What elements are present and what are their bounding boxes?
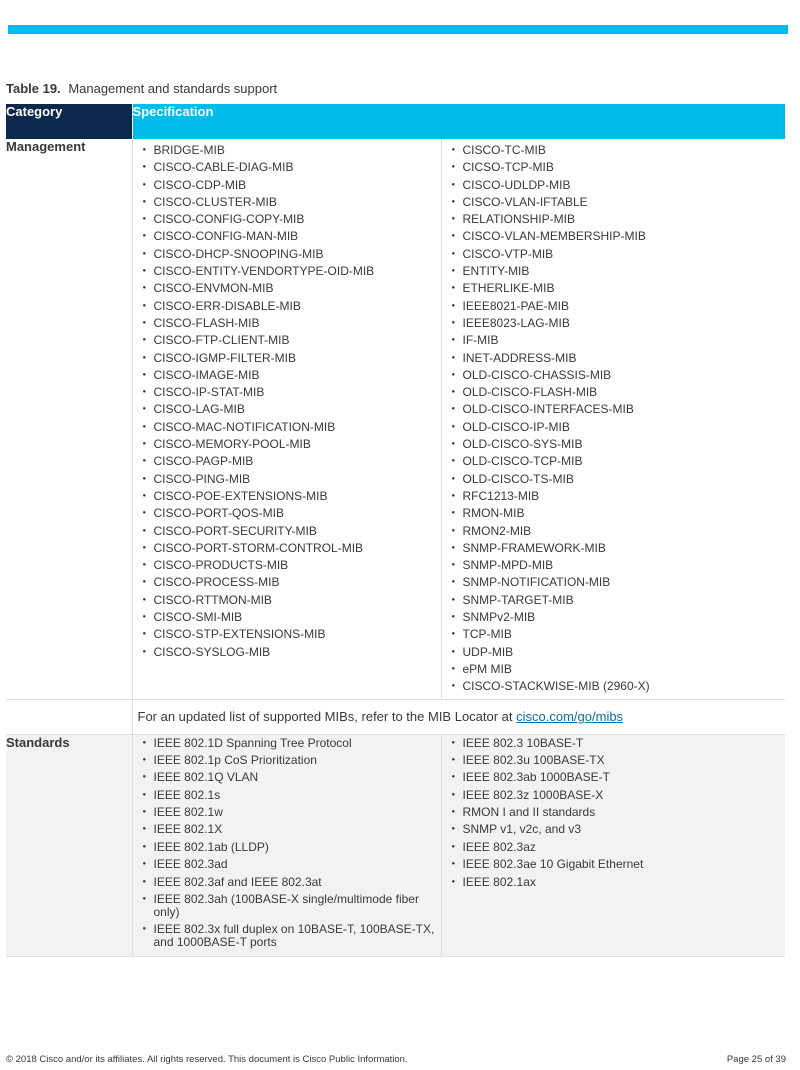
mib-list-item: ● CISCO-ENTITY-VENDORTYPE-OID-MIB <box>143 263 441 280</box>
standards-list-right <box>442 735 786 896</box>
standard-list-item: ● IEEE 802.3ah (100BASE-X single/multimode fiber only) <box>143 893 441 919</box>
mib-list-item: ● CISCO-CONFIG-MAN-MIB <box>143 228 441 245</box>
standard-list-item: ● IEEE 802.1Q VLAN <box>143 771 441 784</box>
category-standards: Standards <box>6 734 132 956</box>
mib-list-item: ● ETHERLIKE-MIB <box>452 280 786 297</box>
mib-list-item: ● CISCO-ERR-DISABLE-MIB <box>143 298 441 315</box>
mib-list-item: ● CISCO-CLUSTER-MIB <box>143 194 441 211</box>
copyright-text: © 2018 Cisco and/or its affiliates. All rights reserved. This document is Cisco Public Information. <box>6 1054 408 1065</box>
standard-list-item: ● IEEE 802.3ae 10 Gigabit Ethernet <box>452 858 786 871</box>
standard-list-item: ● IEEE 802.3af and IEEE 802.3at <box>143 876 441 889</box>
table-row-management <box>6 139 785 699</box>
mib-list-item: ● IEEE8021-PAE-MIB <box>452 298 786 315</box>
mib-list-item: ● SNMP-TARGET-MIB <box>452 592 786 609</box>
mib-list-item: ● CISCO-VLAN-IFTABLE <box>452 194 786 211</box>
table-row-standards <box>6 734 785 956</box>
mib-list-item: ● CISCO-SYSLOG-MIB <box>143 644 441 661</box>
mib-list-item: ● CISCO-MAC-NOTIFICATION-MIB <box>143 419 441 436</box>
mib-list-item: ● ENTITY-MIB <box>452 263 786 280</box>
mib-list-item: ● CISCO-VTP-MIB <box>452 246 786 263</box>
mib-list-item: ● CISCO-SMI-MIB <box>143 609 441 626</box>
standard-list-item: ● IEEE 802.1p CoS Prioritization <box>143 754 441 767</box>
mib-list-item: ● RFC1213-MIB <box>452 488 786 505</box>
standard-list-item: ● IEEE 802.1s <box>143 789 441 802</box>
table-number: Table 19. <box>6 81 61 96</box>
mib-list-item: ● CISCO-ENVMON-MIB <box>143 280 441 297</box>
mib-list-item: ● CISCO-TC-MIB <box>452 142 786 159</box>
management-mib-list-left <box>133 139 441 664</box>
mib-list-item: ● CISCO-FTP-CLIENT-MIB <box>143 332 441 349</box>
standard-list-item: ● IEEE 802.3az <box>452 841 786 854</box>
standard-list-item: ● IEEE 802.1ab (LLDP) <box>143 841 441 854</box>
mib-list-item: ● CISCO-PAGP-MIB <box>143 453 441 470</box>
mib-list-item: ● ePM MIB <box>452 661 786 678</box>
mib-list-item: ● OLD-CISCO-INTERFACES-MIB <box>452 401 786 418</box>
standard-list-item: ● SNMP v1, v2c, and v3 <box>452 823 786 836</box>
management-standards-table <box>6 104 785 957</box>
mib-list-item: ● CISCO-STACKWISE-MIB (2960-X) <box>452 678 786 695</box>
mib-list-item: ● CISCO-DHCP-SNOOPING-MIB <box>143 246 441 263</box>
standard-list-item: ● IEEE 802.3u 100BASE-TX <box>452 754 786 767</box>
standard-list-item: ● IEEE 802.3z 1000BASE-X <box>452 789 786 802</box>
mib-list-item: ● CISCO-PING-MIB <box>143 471 441 488</box>
table-header-row <box>6 104 785 139</box>
mib-list-item: ● CISCO-PORT-QOS-MIB <box>143 505 441 522</box>
standard-list-item: ● IEEE 802.1D Spanning Tree Protocol <box>143 737 441 750</box>
standard-list-item: ● IEEE 802.3x full duplex on 10BASE-T, 100BASE-TX, and 1000BASE-T ports <box>143 923 441 949</box>
page-footer <box>6 1054 786 1065</box>
header-category: Category <box>6 104 132 139</box>
mib-list-item: ● SNMP-MPD-MIB <box>452 557 786 574</box>
mib-list-item: ● BRIDGE-MIB <box>143 142 441 159</box>
mib-list-item: ● CISCO-MEMORY-POOL-MIB <box>143 436 441 453</box>
mib-list-item: ● CISCO-LAG-MIB <box>143 401 441 418</box>
mib-list-item: ● IEEE8023-LAG-MIB <box>452 315 786 332</box>
mib-locator-note: For an updated list of supported MIBs, refer to the MIB Locator at cisco.com/go/mibs <box>132 699 785 734</box>
mib-list-item: ● CISCO-CONFIG-COPY-MIB <box>143 211 441 228</box>
mib-list-item: ● CISCO-STP-EXTENSIONS-MIB <box>143 626 441 643</box>
mib-list-item: ● TCP-MIB <box>452 626 786 643</box>
mib-list-item: ● SNMP-NOTIFICATION-MIB <box>452 574 786 591</box>
mib-list-item: ● OLD-CISCO-SYS-MIB <box>452 436 786 453</box>
table-row-note <box>6 699 785 734</box>
header-specification: Specification <box>132 104 785 139</box>
mib-list-item: ● INET-ADDRESS-MIB <box>452 350 786 367</box>
standard-list-item: ● IEEE 802.1X <box>143 823 441 836</box>
mib-list-item: ● CISCO-POE-EXTENSIONS-MIB <box>143 488 441 505</box>
category-management: Management <box>6 139 132 699</box>
mib-list-item: ● CISCO-PORT-SECURITY-MIB <box>143 523 441 540</box>
standard-list-item: ● IEEE 802.1w <box>143 806 441 819</box>
mib-list-item: ● RMON2-MIB <box>452 523 786 540</box>
mib-list-item: ● CISCO-IP-STAT-MIB <box>143 384 441 401</box>
mib-list-item: ● CISCO-VLAN-MEMBERSHIP-MIB <box>452 228 786 245</box>
mib-list-item: ● OLD-CISCO-IP-MIB <box>452 419 786 436</box>
mib-list-item: ● CISCO-UDLDP-MIB <box>452 177 786 194</box>
mib-list-item: ● RMON-MIB <box>452 505 786 522</box>
mib-list-item: ● SNMPv2-MIB <box>452 609 786 626</box>
mib-list-item: ● IF-MIB <box>452 332 786 349</box>
mib-list-item: ● OLD-CISCO-TCP-MIB <box>452 453 786 470</box>
mib-list-item: ● SNMP-FRAMEWORK-MIB <box>452 540 786 557</box>
standard-list-item: ● IEEE 802.1ax <box>452 876 786 889</box>
mib-list-item: ● CISCO-RTTMON-MIB <box>143 592 441 609</box>
mib-list-item: ● CISCO-IGMP-FILTER-MIB <box>143 350 441 367</box>
mib-list-item: ● CISCO-PORT-STORM-CONTROL-MIB <box>143 540 441 557</box>
page-number: Page 25 of 39 <box>726 1054 786 1065</box>
mib-list-item: ● OLD-CISCO-FLASH-MIB <box>452 384 786 401</box>
mib-list-item: ● CISCO-PROCESS-MIB <box>143 574 441 591</box>
mib-list-item: ● CISCO-IMAGE-MIB <box>143 367 441 384</box>
mib-list-item: ● CISCO-CDP-MIB <box>143 177 441 194</box>
mib-list-item: ● UDP-MIB <box>452 644 786 661</box>
mib-list-item: ● OLD-CISCO-TS-MIB <box>452 471 786 488</box>
standards-list-left <box>133 735 441 956</box>
mib-list-item: ● CISCO-CABLE-DIAG-MIB <box>143 159 441 176</box>
mib-list-item: ● CISCO-FLASH-MIB <box>143 315 441 332</box>
table-title: Management and standards support <box>68 81 278 96</box>
standard-list-item: ● IEEE 802.3 10BASE-T <box>452 737 786 750</box>
standard-list-item: ● IEEE 802.3ab 1000BASE-T <box>452 771 786 784</box>
standard-list-item: ● IEEE 802.3ad <box>143 858 441 871</box>
standard-list-item: ● RMON I and II standards <box>452 806 786 819</box>
mib-list-item: ● OLD-CISCO-CHASSIS-MIB <box>452 367 786 384</box>
mib-locator-link[interactable]: cisco.com/go/mibs <box>516 709 624 724</box>
mib-list-item: ● CICSO-TCP-MIB <box>452 159 786 176</box>
top-accent-bar <box>8 25 788 34</box>
table-caption <box>6 81 277 96</box>
mib-list-item: ● CISCO-PRODUCTS-MIB <box>143 557 441 574</box>
management-mib-list-right <box>442 139 786 699</box>
mib-list-item: ● RELATIONSHIP-MIB <box>452 211 786 228</box>
